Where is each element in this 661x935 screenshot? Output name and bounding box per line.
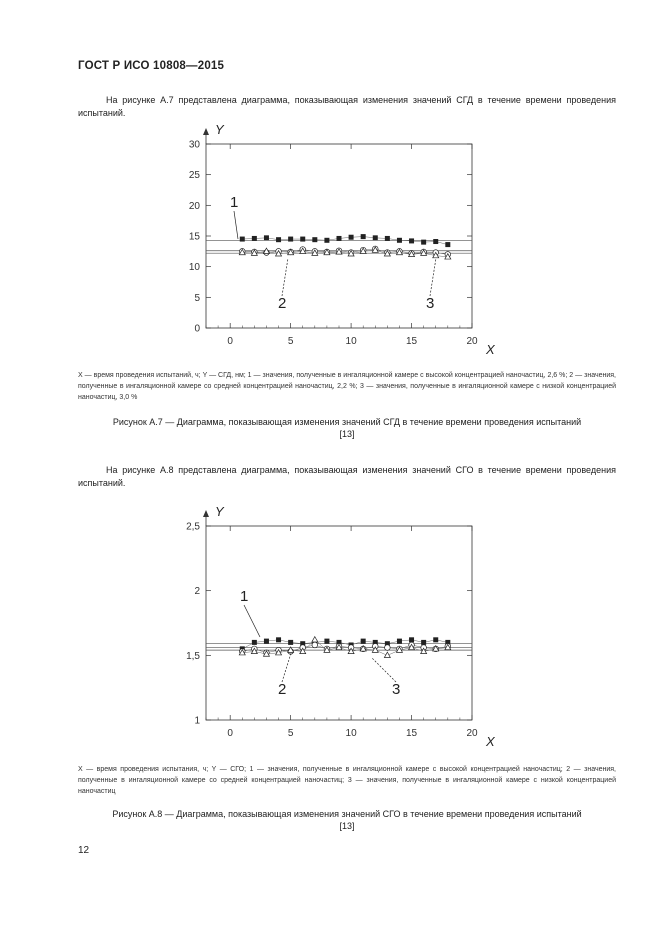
figure-caption: Рисунок А.7 — Диаграмма, показывающая изменения значений СГД в течение времени проведения испытаний [112, 417, 582, 427]
y-axis-label: Y [215, 122, 224, 137]
series-label: 2 [278, 295, 287, 312]
series-label: 2 [278, 681, 287, 698]
data-point [324, 238, 329, 243]
data-point [312, 637, 318, 642]
data-point [312, 237, 317, 242]
data-point [384, 652, 390, 657]
x-tick-label: 20 [466, 728, 478, 739]
plot-frame [206, 526, 472, 720]
series-label: 3 [426, 295, 435, 312]
intro-paragraph: На рисунке А.7 представлена диаграмма, показывающая изменения значений СГД в течение времени проведения испытаний. [78, 95, 616, 118]
data-point [361, 234, 366, 239]
x-tick-label: 0 [227, 728, 233, 739]
x-tick-label: 10 [345, 728, 357, 739]
series-leader-line [244, 605, 260, 637]
y-tick-label: 1 [194, 715, 200, 727]
y-tick-label: 1,5 [186, 650, 200, 662]
data-point [445, 242, 450, 247]
data-point [264, 639, 269, 644]
data-point [373, 235, 378, 240]
x-tick-label: 20 [466, 336, 478, 347]
data-point [421, 240, 426, 245]
x-tick-label: 5 [287, 336, 294, 347]
x-axis-label: X [486, 342, 495, 357]
y-axis-arrowhead [203, 510, 209, 517]
data-point [240, 237, 245, 242]
x-tick-label: 15 [405, 336, 418, 347]
data-point [324, 639, 329, 644]
series-leader-line [282, 650, 292, 682]
data-point [252, 236, 257, 241]
data-point [300, 237, 305, 242]
data-point [337, 236, 342, 241]
data-point [433, 239, 438, 244]
y-tick-label: 20 [188, 200, 200, 212]
figure-reference: [13] [339, 429, 355, 439]
x-axis-label: X [486, 734, 495, 749]
series-line [242, 249, 448, 255]
y-tick-label: 2 [194, 586, 200, 598]
y-tick-label: 15 [188, 231, 200, 243]
data-point [397, 639, 402, 644]
y-axis-label: Y [215, 504, 224, 519]
y-tick-label: 0 [194, 323, 200, 335]
x-tick-label: 0 [227, 336, 233, 347]
sgo-chart [170, 500, 510, 750]
figure-legend: X — время проведения испытания, ч; Y — СГО; 1 — значения, полученные в ингаляционной камере с высокой концентрацией наночастиц; 2 — значения, полученные в ингаляционной камере со средней концентрацией наночастиц; 3 — значения, полученные в ингаляционной камере с низкой концентрацией наночастиц [78, 766, 616, 795]
y-tick-label: 10 [188, 262, 200, 274]
data-point [409, 238, 414, 243]
y-tick-label: 2,5 [186, 521, 200, 533]
figure-legend: X — время проведения испытаний, ч; Y — СГД, нм; 1 — значения, полученные в ингаляционной камере с высокой концентрацией наночастиц, 2,6 %; 2 — значения, полученные в ингаляционной камере со средней концентрацией наночастиц, 2,2 %; 3 — значения, полученные в ингаляционной камере с низкой концентрацией наночастиц, 3,0 % [78, 372, 616, 401]
data-point [276, 237, 281, 242]
series-leader-line [372, 658, 396, 682]
data-point [397, 238, 402, 243]
data-point [349, 235, 354, 240]
data-point [409, 637, 414, 642]
data-point [252, 640, 257, 645]
figure-caption: Рисунок А.8 — Диаграмма, показывающая изменения значений СГО в течение времени проведения испытаний [112, 809, 582, 819]
series-label: 1 [240, 588, 249, 605]
series-label: 3 [392, 681, 401, 698]
series-line [242, 645, 448, 653]
page-header: ГОСТ Р ИСО 10808—2015 [78, 60, 225, 72]
page-number: 12 [78, 845, 90, 856]
data-point [276, 637, 281, 642]
figure-reference: [13] [339, 821, 355, 831]
x-tick-label: 5 [287, 728, 294, 739]
x-tick-label: 15 [405, 728, 418, 739]
series-leader-line [430, 258, 436, 296]
data-point [385, 236, 390, 241]
series-label: 1 [230, 194, 239, 211]
data-point [433, 637, 438, 642]
data-point [421, 640, 426, 645]
data-point [312, 642, 318, 648]
y-tick-label: 30 [188, 139, 200, 151]
y-tick-label: 5 [194, 292, 200, 304]
data-point [288, 640, 293, 645]
series-leader-line [234, 211, 238, 239]
data-point [288, 237, 293, 242]
series-leader-line [282, 258, 288, 296]
intro-paragraph: На рисунке А.8 представлена диаграмма, показывающая изменения значений СГО в течение времени проведения испытаний. [78, 465, 616, 488]
sgd-chart [170, 118, 510, 358]
data-point [361, 639, 366, 644]
data-point [264, 235, 269, 240]
y-tick-label: 25 [188, 170, 200, 182]
data-point [385, 645, 391, 651]
x-tick-label: 10 [345, 336, 357, 347]
y-axis-arrowhead [203, 128, 209, 135]
